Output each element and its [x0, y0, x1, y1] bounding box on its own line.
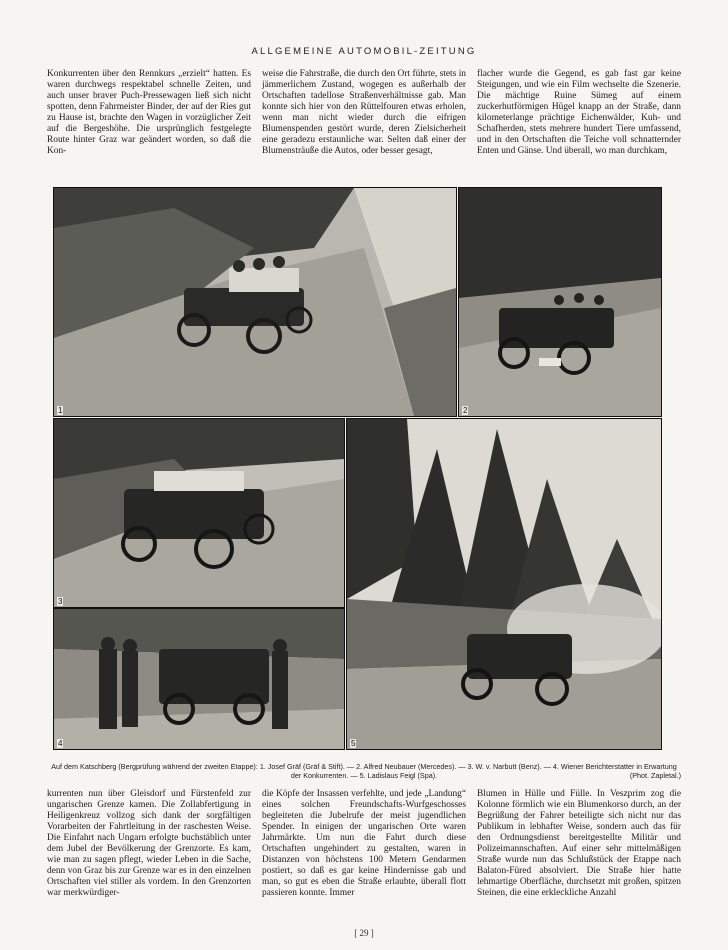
- running-header: ALLGEMEINE AUTOMOBIL-ZEITUNG: [251, 46, 477, 57]
- photo-3-car-on-gravel-road: [53, 418, 345, 608]
- caption-text: Auf dem Katschberg (Bergprüfung während der zweiten Etappe): 1. Josef Gräf (Gräf & Stift). — 2. Alfred Neubauer (Mercedes). — 3. W. v. Narbutt (Benz). — 4. Wiener Berichterstatter in Erwartung der Konkurrenten. — 5. Ladislaus Feigl (Spa).: [51, 762, 677, 780]
- photo-4-reporters-waiting: [53, 608, 345, 750]
- photo-2-car-at-roadside: [458, 187, 662, 417]
- photo-1-car-on-mountain-road: [53, 187, 457, 417]
- photo-credit: (Phot. Zapletal.): [629, 771, 681, 780]
- photo-number: 4: [58, 739, 63, 748]
- figure-caption: [47, 762, 681, 780]
- text-column-2: weise die Fahrstraße, die durch den Ort führte, stets in jämmerlichem Zustand, wogegen es außerhalb der Ortschaften tadellose Straßenverhältnisse gab. Man konnte sich hier von den Rüttelfouren etwas erholen, wenn man nicht wieder durch die eifrigen Blumenspenden gestört wurde, deren Zielsicherheit eine geradezu erstaunliche war. Selten daß einer der Blumensträuße die Autos, oder besser gesagt,: [262, 69, 466, 157]
- text-column-1: Konkurrenten über den Rennkurs „erzielt“ hatten. Es waren durchwegs respektabel schnelle Zeiten, und auch unser braver Puch-Pressewagen ließ sich nicht spotten, denn Fahrmeister Binder, der auf der Ries gut zu Hause ist, brachte den Wagen in vorzüglicher Zeit auf die Bergeshöhe. Die ursprünglich festgelegte Route hinter Graz war geändert worden, so daß die Kon-: [47, 69, 251, 157]
- text-column-6: Blumen in Hülle und Fülle. In Veszprim zog die Kolonne förmlich wie ein Blumenkorso durch, an der Begrüßung der Fahrer beteiligte sich nicht nur das Publikum in lebhafter Weise, sondern auch das für den Ordnungsdienst bereitgestellte Militär und Polizeimannschaften. Auf einer sehr mittelmäßigen Straße wurde nun das Schlußstück der Etappe nach Balaton-Füred absolviert. Die Straße hier hatte lehmartige Oberfläche, durchsetzt mit großen, spitzen Steinen, die eine erkleckliche Anzahl: [477, 789, 681, 899]
- bottom-text-columns: [47, 789, 681, 899]
- top-text-columns: [47, 69, 681, 157]
- page-number: [ 29 ]: [354, 928, 374, 938]
- photo-number: 5: [351, 739, 356, 748]
- photo-number: 2: [463, 406, 468, 415]
- text-column-3: flacher wurde die Gegend, es gab fast gar keine Steigungen, und wie ein Film wechselte die Szenerie. Die mächtige Ruine Sümeg auf einem zuckerhutförmigen Hügel knapp an der Straße, dann kilometerlange prächtige Eichenwälder, Kuh- und Schafherden, stets mehrere hundert Tiere umfassend, und in den Ortschaften die Teiche voll schnatternder Enten und Gänse. Und überall, wo man durchkam,: [477, 69, 681, 157]
- photo-5-car-in-dust-cloud: [346, 418, 662, 750]
- photo-number: 3: [58, 597, 63, 606]
- text-column-4: kurrenten nun über Gleisdorf und Fürstenfeld zur ungarischen Grenze kamen. Die Zollabfertigung in Heiligenkreuz vollzog sich dank der sorgfältigen Vorarbeiten der Fahrtleitung in der raschesten Weise. Die Einfahrt nach Ungarn erfolgte buchstäblich unter dem Jubel der Bevölkerung der Grenzorte. Es kam, wie man zu sagen pflegt, wieder Leben in die Sache, denn von Graz bis zur Grenze war es in den einzelnen Ortschaften viel stiller als vordem. In den Grenzorten war merkwürdiger-: [47, 789, 251, 899]
- text-column-5: die Köpfe der Insassen verfehlte, und jede „Landung“ eines solchen Freundschafts-Wurfgeschosses begleiteten die Jubelrufe der meist jugendlichen Spender. In einigen der ungarischen Orte waren Jahrmärkte. Um nun die Fahrt durch diese Ortschaften ungehindert zu gestalten, waren in Distanzen von höchstens 100 Metern Gendarmen postiert, so daß es gar keine Hindernisse gab und man, so gut es eben die Straße erlaubte, überall flott passieren konnte. Immer: [262, 789, 466, 899]
- photo-number: 1: [58, 406, 63, 415]
